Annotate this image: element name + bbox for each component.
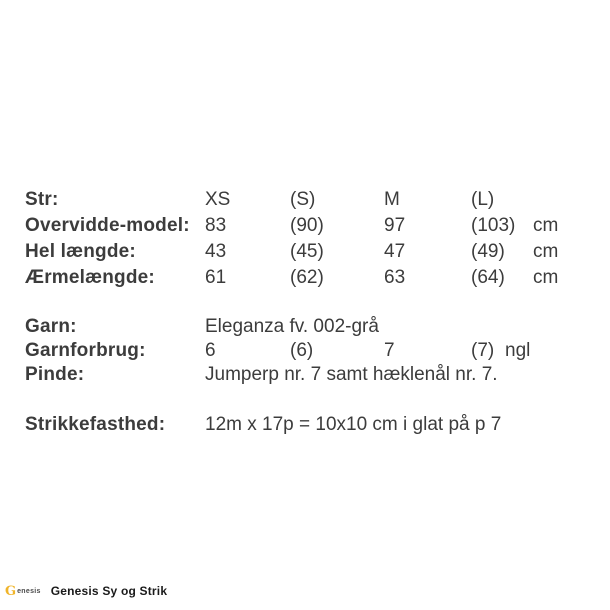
- measure-value: (103): [471, 215, 516, 236]
- unit-label: cm: [533, 267, 559, 288]
- needles-value: Jumperp nr. 7 samt hæklenål nr. 7.: [205, 364, 498, 385]
- size-value: (S): [290, 189, 316, 210]
- measure-value: 61: [205, 267, 227, 288]
- measure-value: (64): [471, 267, 505, 288]
- row-label: Hel længde:: [25, 241, 136, 262]
- usage-value: (7): [471, 340, 495, 361]
- unit-label: ngl: [505, 340, 531, 361]
- genesis-logo-icon: [5, 585, 41, 598]
- row-label: Overvidde-model:: [25, 215, 190, 236]
- measure-value: (90): [290, 215, 324, 236]
- measure-value: 63: [384, 267, 406, 288]
- table-row-size: [0, 187, 610, 213]
- footer-watermark: [5, 582, 167, 600]
- measure-value: (49): [471, 241, 505, 262]
- row-gauge: [0, 412, 610, 438]
- row-yarn-usage: [0, 338, 610, 364]
- measure-value: 43: [205, 241, 227, 262]
- row-label: Strikkefasthed:: [25, 414, 166, 435]
- measure-value: 47: [384, 241, 406, 262]
- row-label: Garn:: [25, 316, 77, 337]
- row-label: Garnforbrug:: [25, 340, 146, 361]
- usage-value: (6): [290, 340, 314, 361]
- row-yarn: [0, 314, 610, 340]
- measure-value: 83: [205, 215, 227, 236]
- logo-wordmark: enesis: [17, 587, 41, 595]
- measure-value: (62): [290, 267, 324, 288]
- size-value: XS: [205, 189, 231, 210]
- row-needles: [0, 362, 610, 388]
- row-label: Pinde:: [25, 364, 85, 385]
- unit-label: cm: [533, 241, 559, 262]
- row-label: Ærmelængde:: [25, 267, 155, 288]
- usage-value: 7: [384, 340, 395, 361]
- yarn-value: Eleganza fv. 002-grå: [205, 316, 379, 337]
- logo-letter-g: G: [5, 583, 17, 599]
- table-row-length: [0, 239, 610, 265]
- table-row-chest: [0, 213, 610, 239]
- measure-value: 97: [384, 215, 406, 236]
- gauge-value: 12m x 17p = 10x10 cm i glat på p 7: [205, 414, 502, 435]
- unit-label: cm: [533, 215, 559, 236]
- brand-name: Genesis Sy og Strik: [50, 584, 168, 598]
- size-value: (L): [471, 189, 495, 210]
- table-row-sleeve: [0, 265, 610, 291]
- size-value: M: [384, 189, 400, 210]
- usage-value: 6: [205, 340, 216, 361]
- row-label: Str:: [25, 189, 59, 210]
- measure-value: (45): [290, 241, 324, 262]
